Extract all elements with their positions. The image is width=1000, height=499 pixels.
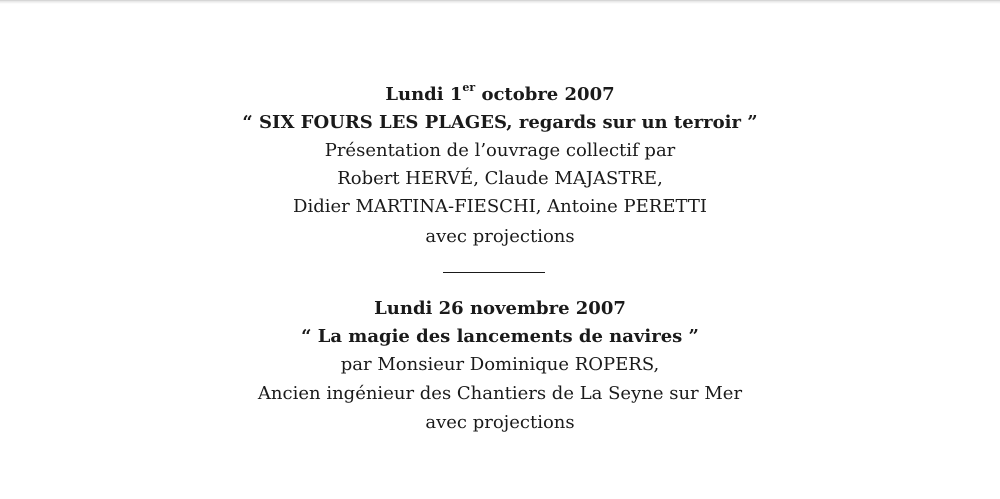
event1-line2: Robert HERVÉ, Claude MAJASTRE, (337, 168, 663, 189)
event1-date-suffix: octobre 2007 (475, 84, 615, 105)
event2-title: “ La magie des lancements de navires ” (301, 326, 699, 347)
event1-date-prefix: Lundi 1 (385, 84, 463, 105)
event1-line3: Didier MARTINA-FIESCHI, Antoine PERETTI (293, 196, 707, 217)
event1-title: “ SIX FOURS LES PLAGES, regards sur un terroir ” (242, 112, 758, 133)
scan-top-edge (0, 0, 1000, 4)
event2-line3: avec projections (425, 412, 575, 433)
event1-line1: Présentation de l’ouvrage collectif par (324, 140, 676, 161)
event1-date-sup: er (462, 81, 476, 94)
event1-date (0, 81, 1000, 106)
event2-line2: Ancien ingénieur des Chantiers de La Seyne sur Mer (257, 383, 743, 404)
event2-line1: par Monsieur Dominique ROPERS, (340, 354, 660, 375)
section-divider (443, 272, 545, 273)
event1-line4: avec projections (425, 226, 575, 247)
event2-date: Lundi 26 novembre 2007 (374, 298, 626, 319)
